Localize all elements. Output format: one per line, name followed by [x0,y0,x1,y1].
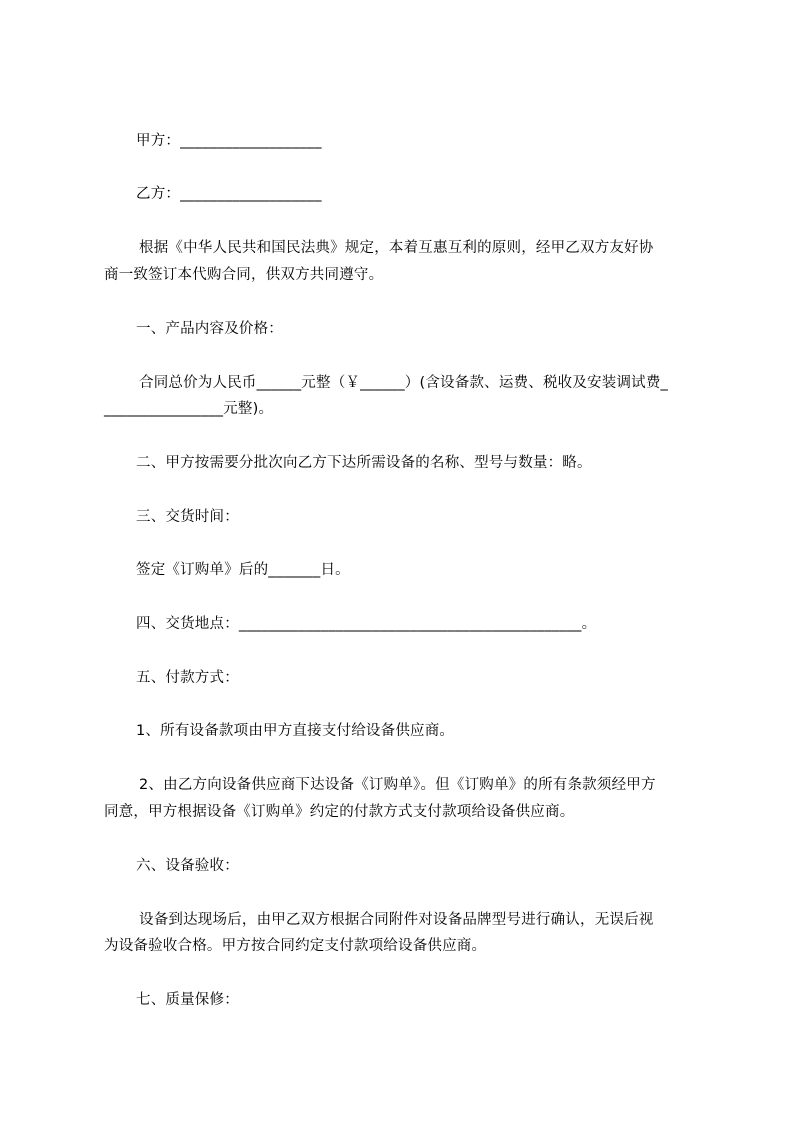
section-5-item-1: 1、所有设备款项由甲方直接支付给设备供应商。 [136,723,455,739]
section-5-item-2-line-1: 2、由乙方向设备供应商下达设备《订购单》。但《订购单》的所有条款须经甲方 [139,777,656,793]
section-1-line-1: 合同总价为人民币______元整（￥______）(含设备款、运费、税收及安装调试费_ [139,375,669,391]
party-b-line: 乙方：___________________ [136,186,322,202]
preamble-line-2: 商一致签订本代购合同，供双方共同遵守。 [104,267,384,283]
section-7-heading: 七、质量保修： [136,992,239,1008]
preamble-line-1: 根据《中华人民共和国民法典》规定，本着互惠互利的原则，经甲乙双方友好协 [139,240,654,256]
section-1-line-2: ________________元整)。 [104,401,274,417]
party-a-line: 甲方：___________________ [136,133,322,149]
section-6-line-1: 设备到达现场后，由甲乙双方根据合同附件对设备品牌型号进行确认，无误后视 [139,912,654,928]
section-3-heading: 三、交货时间： [136,509,239,525]
section-3-body: 签定《订购单》后的_______日。 [136,562,350,578]
section-4: 四、交货地点：______________________________________________。 [136,616,597,632]
section-2: 二、甲方按需要分批次向乙方下达所需设备的名称、型号与数量：略。 [136,455,592,471]
section-6-line-2: 为设备验收合格。甲方按合同约定支付款项给设备供应商。 [104,938,487,954]
section-1-heading: 一、产品内容及价格： [136,321,283,337]
section-5-heading: 五、付款方式： [136,670,239,686]
section-6-heading: 六、设备验收： [136,858,239,874]
section-5-item-2-line-2: 同意，甲方根据设备《订购单》约定的付款方式支付款项给设备供应商。 [104,804,575,820]
